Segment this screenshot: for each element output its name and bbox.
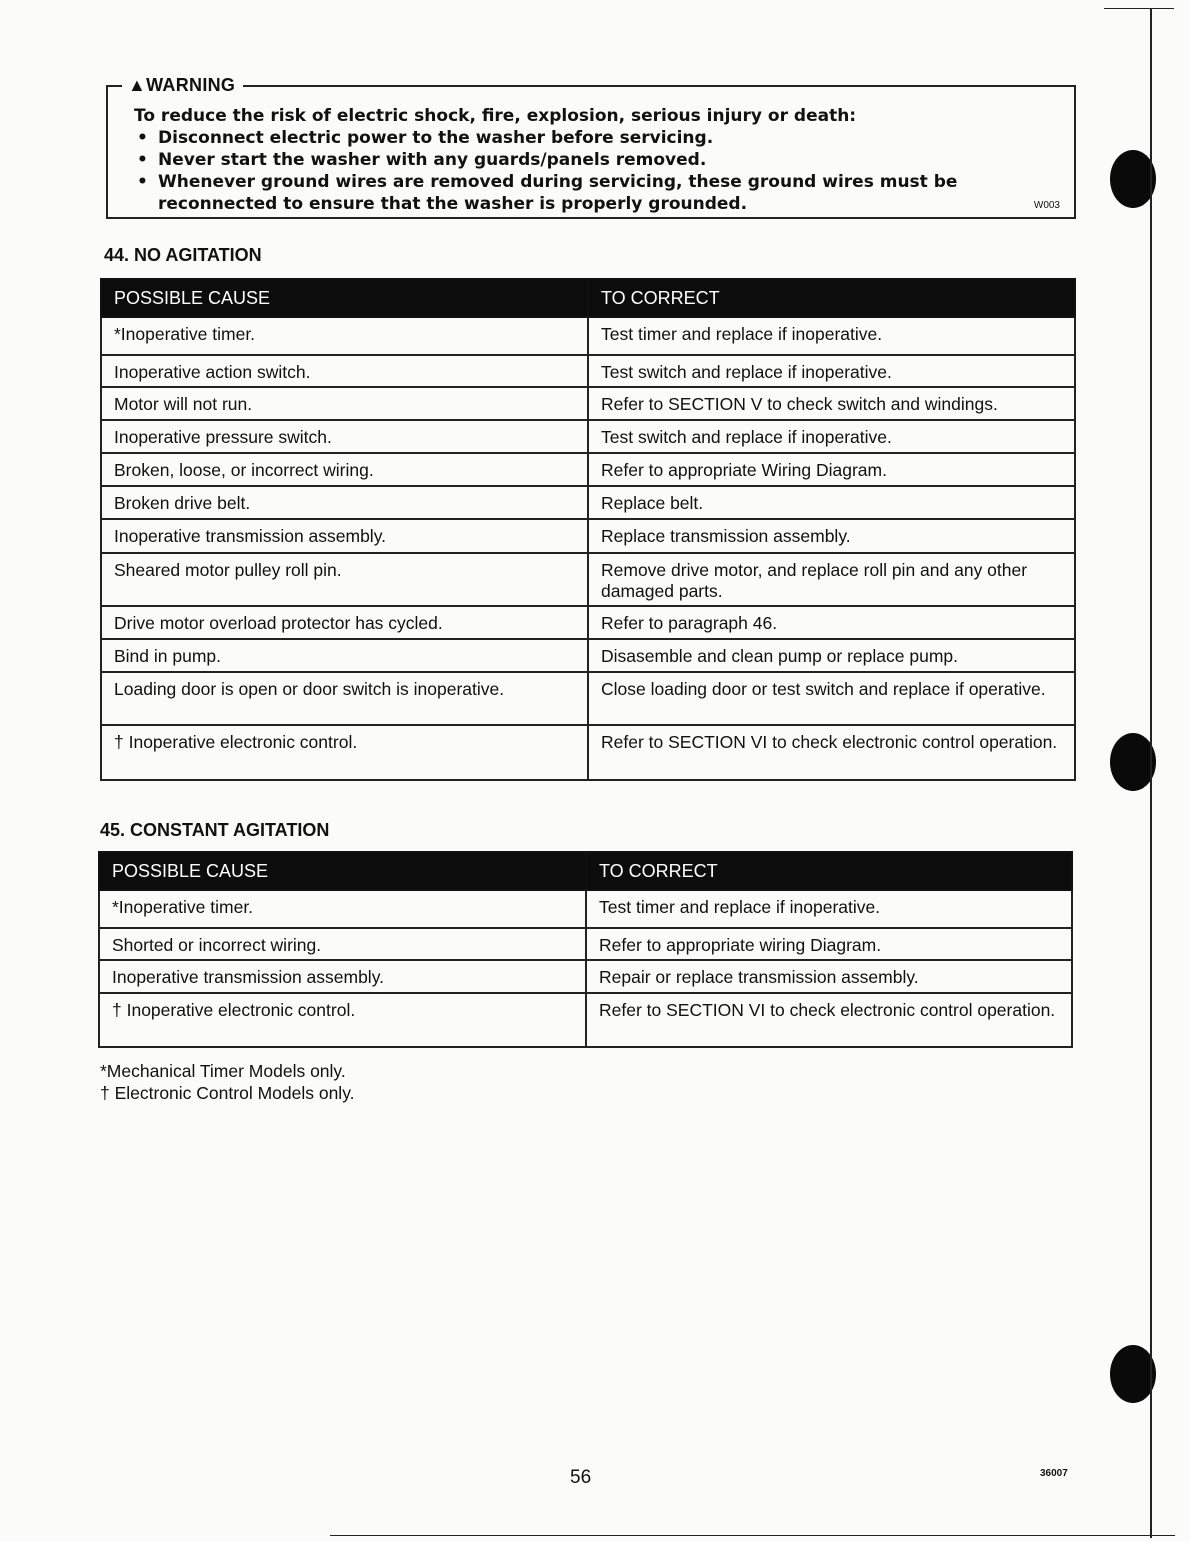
correct-cell: Test switch and replace if inoperative. <box>588 355 1075 387</box>
cause-cell: Inoperative transmission assembly. <box>101 519 588 553</box>
warning-title: ▲WARNING <box>122 75 243 96</box>
table-row <box>101 387 1075 420</box>
correct-cell: Refer to SECTION VI to check electronic control operation. <box>588 725 1075 780</box>
warning-bullet: • Disconnect electric power to the washer before servicing. <box>134 127 1054 149</box>
constant-agitation-table <box>98 851 1073 1048</box>
correct-cell: Refer to appropriate wiring Diagram. <box>586 928 1072 960</box>
footnote: *Mechanical Timer Models only. <box>100 1061 346 1081</box>
table-row <box>101 639 1075 672</box>
table-row <box>99 928 1072 960</box>
table-row <box>101 519 1075 553</box>
warning-code: W003 <box>1033 200 1060 211</box>
page-edge-line <box>1104 8 1174 9</box>
table-row <box>101 672 1075 725</box>
page-edge-line <box>330 1535 1175 1536</box>
table-row <box>99 993 1072 1047</box>
cause-cell: Broken drive belt. <box>101 486 588 519</box>
footnote: † Electronic Control Models only. <box>100 1083 355 1103</box>
correct-cell: Close loading door or test switch and replace if operative. <box>588 672 1075 725</box>
table-row <box>99 890 1072 928</box>
cause-cell: Shorted or incorrect wiring. <box>99 928 586 960</box>
section-44-title: 44. NO AGITATION <box>104 245 262 265</box>
cause-cell: Motor will not run. <box>101 387 588 420</box>
table-row <box>101 317 1075 355</box>
table-row <box>101 453 1075 486</box>
col-header-correct: TO CORRECT <box>588 279 1075 317</box>
cause-cell: *Inoperative timer. <box>101 317 588 355</box>
warning-bullet: • Whenever ground wires are removed during servicing, these ground wires must be reconnected to ensure that the washer is properly grounded. <box>134 171 1054 215</box>
warning-body <box>134 105 1054 215</box>
cause-cell: † Inoperative electronic control. <box>101 725 588 780</box>
correct-cell: Disasemble and clean pump or replace pump. <box>588 639 1075 672</box>
table-header-row <box>101 279 1075 317</box>
cause-cell: *Inoperative timer. <box>99 890 586 928</box>
cause-cell: Loading door is open or door switch is inoperative. <box>101 672 588 725</box>
page-number: 56 <box>570 1467 592 1488</box>
correct-cell: Refer to paragraph 46. <box>588 606 1075 639</box>
correct-cell: Refer to appropriate Wiring Diagram. <box>588 453 1075 486</box>
no-agitation-table <box>100 278 1076 781</box>
table-row <box>101 725 1075 780</box>
warning-bullet: • Never start the washer with any guards/panels removed. <box>134 149 1054 171</box>
correct-cell: Test timer and replace if inoperative. <box>588 317 1075 355</box>
warning-triangle-icon: ▲ <box>128 75 147 95</box>
correct-cell: Test switch and replace if inoperative. <box>588 420 1075 453</box>
cause-cell: Inoperative transmission assembly. <box>99 960 586 993</box>
correct-cell: Replace belt. <box>588 486 1075 519</box>
cause-cell: Inoperative pressure switch. <box>101 420 588 453</box>
table-row <box>101 355 1075 387</box>
correct-cell: Remove drive motor, and replace roll pin and any other damaged parts. <box>588 553 1075 606</box>
cause-cell: Inoperative action switch. <box>101 355 588 387</box>
correct-cell: Repair or replace transmission assembly. <box>586 960 1072 993</box>
footnotes <box>100 1060 355 1104</box>
cause-cell: Broken, loose, or incorrect wiring. <box>101 453 588 486</box>
correct-cell: Refer to SECTION VI to check electronic control operation. <box>586 993 1072 1047</box>
section-45-title: 45. CONSTANT AGITATION <box>100 820 330 840</box>
cause-cell: Bind in pump. <box>101 639 588 672</box>
page-edge-line <box>1150 8 1152 1538</box>
col-header-cause: POSSIBLE CAUSE <box>101 279 588 317</box>
cause-cell: Drive motor overload protector has cycled. <box>101 606 588 639</box>
correct-cell: Replace transmission assembly. <box>588 519 1075 553</box>
table-row <box>101 420 1075 453</box>
warning-list <box>134 127 1054 215</box>
table-row <box>101 486 1075 519</box>
warning-intro: To reduce the risk of electric shock, fire, explosion, serious injury or death: <box>134 106 857 126</box>
col-header-correct: TO CORRECT <box>586 852 1072 890</box>
correct-cell: Refer to SECTION V to check switch and windings. <box>588 387 1075 420</box>
table-row <box>101 606 1075 639</box>
correct-cell: Test timer and replace if inoperative. <box>586 890 1072 928</box>
document-code: 36007 <box>1040 1468 1068 1479</box>
table-row <box>101 553 1075 606</box>
table-row <box>99 960 1072 993</box>
cause-cell: Sheared motor pulley roll pin. <box>101 553 588 606</box>
col-header-cause: POSSIBLE CAUSE <box>99 852 586 890</box>
warning-box <box>106 75 1076 219</box>
table-header-row <box>99 852 1072 890</box>
cause-cell: † Inoperative electronic control. <box>99 993 586 1047</box>
